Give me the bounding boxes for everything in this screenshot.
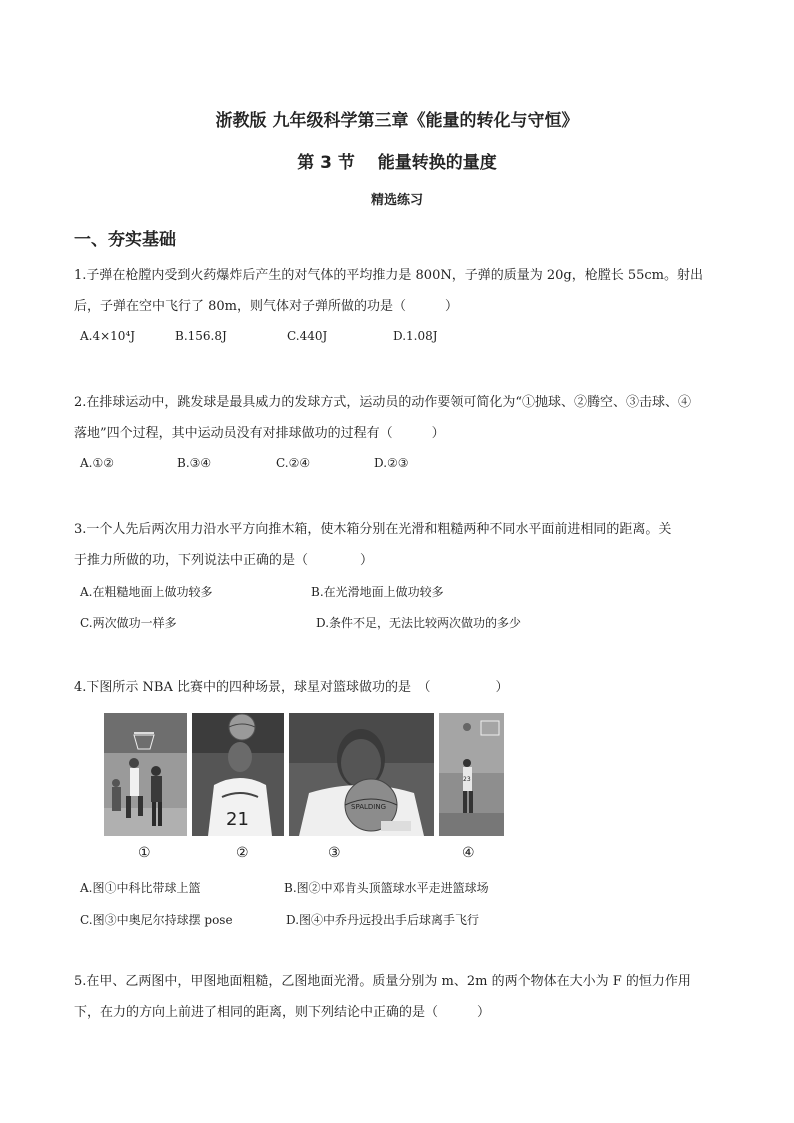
q3-line2: 于推力所做的功，下列说法中正确的是（ ）: [74, 553, 374, 568]
q3-option-b: B.在光滑地面上做功较多: [311, 585, 444, 599]
photo-2-label: ②: [236, 845, 249, 861]
q3-option-c: C.两次做功一样多: [80, 616, 177, 630]
subtitle: 精选练习: [370, 193, 423, 208]
q2-line2: 落地”四个过程，其中运动员没有对排球做功的过程有（ ）: [74, 426, 445, 441]
photo-1-label: ①: [138, 845, 151, 861]
photo-1-kobe-layup: [104, 713, 187, 836]
q3-line1: 3.一个人先后两次用力沿水平方向推木箱，使木箱分别在光滑和粗糙两种不同水平面前进相同的距离。关: [74, 522, 672, 537]
photo-3-oneal-holding-ball: [289, 713, 434, 836]
q5-line1: 5.在甲、乙两图中，甲图地面粗糙，乙图地面光滑。质量分别为 m、2m 的两个物体在大小为 F 的恒力作用: [74, 974, 691, 989]
q2-option-c: C.②④: [276, 456, 311, 470]
photo-4-label: ④: [462, 845, 475, 861]
q2-option-b: B.③④: [177, 456, 212, 470]
q4-option-a: A.图①中科比带球上篮: [80, 881, 201, 895]
svg-text:SPALDING: SPALDING: [351, 803, 387, 811]
q1-option-a: A.4×10⁴J: [80, 329, 136, 343]
q4-option-d: D.图④中乔丹远投出手后球离手飞行: [286, 913, 480, 927]
q3-option-a: A.在粗糙地面上做功较多: [80, 585, 213, 599]
svg-text:23: 23: [463, 776, 471, 783]
photo-2-duncan-ball-on-head: [192, 713, 284, 836]
svg-text:21: 21: [226, 809, 249, 830]
q2-line1: 2.在排球运动中，跳发球是最具威力的发球方式，运动员的动作要领可简化为“①抛球、②腾空、③击球、④: [74, 395, 692, 410]
q4-option-b: B.图②中邓肯头顶篮球水平走进篮球场: [284, 881, 489, 895]
section-title: 第 3 节 能量转换的量度: [297, 153, 497, 173]
q1-option-d: D.1.08J: [393, 329, 438, 343]
q1-option-c: C.440J: [287, 329, 328, 343]
q4-line1: 4.下图所示 NBA 比赛中的四种场景，球星对篮球做功的是 （ ）: [74, 680, 509, 695]
q3-option-d: D.条件不足，无法比较两次做功的多少: [316, 616, 522, 630]
q4-option-c: C.图③中奥尼尔持球摆 pose: [80, 913, 233, 927]
photo-3-label: ③: [328, 845, 341, 861]
q2-option-a: A.①②: [80, 456, 114, 470]
document-title: 浙教版 九年级科学第三章《能量的转化与守恒》: [215, 111, 579, 131]
q1-option-b: B.156.8J: [175, 329, 227, 343]
q1-line1: 1.子弹在枪膛内受到火药爆炸后产生的对气体的平均推力是 800N，子弹的质量为 20g，枪膛长 55cm。射出: [74, 268, 704, 283]
q1-line2: 后，子弹在空中飞行了 80m，则气体对子弹所做的功是（ ）: [74, 299, 459, 314]
part-heading: 一、夯实基础: [74, 230, 176, 250]
q2-option-d: D.②③: [374, 456, 409, 470]
q5-line2: 下，在力的方向上前进了相同的距离，则下列结论中正确的是（ ）: [74, 1005, 491, 1020]
photo-4-jordan-jump-shot: [439, 713, 504, 836]
